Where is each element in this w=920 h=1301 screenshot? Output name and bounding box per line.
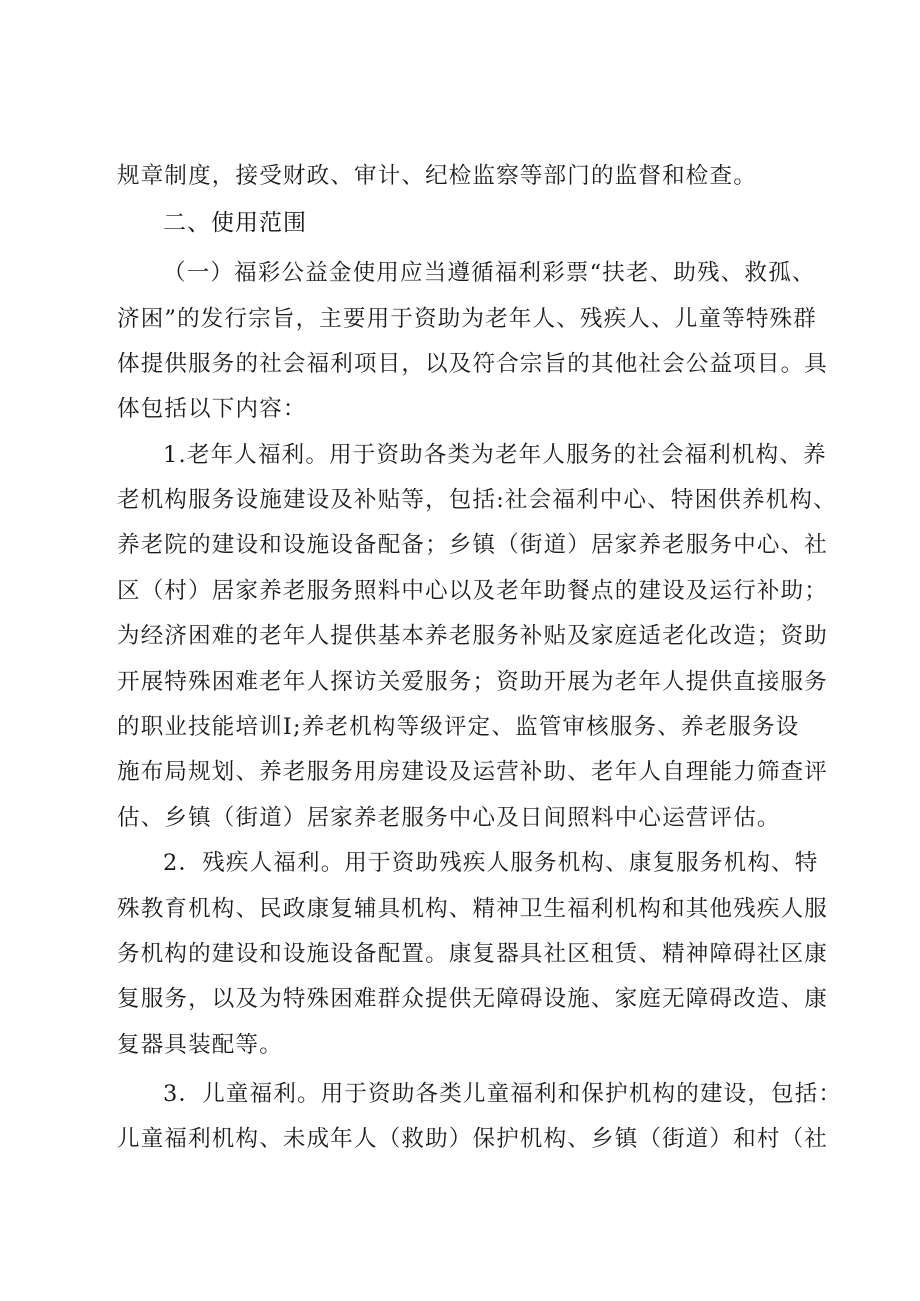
intro-line-3: 体提供服务的社会福利项目，以及符合宗旨的其他社会公益项目。具 (117, 351, 829, 377)
item1-line-2: 老机构服务设施建设及补贴等，包括:社会福利中心、特困供养机构、 (117, 487, 837, 513)
item2-line-1: 2．残疾人福利。用于资助残疾人服务机构、康复服务机构、特 (163, 850, 819, 876)
item1-line-9: 估、乡镇（街道）居家养老服务中心及日间照料中心运营评估。 (117, 805, 781, 831)
item1-line-6: 开展特殊困难老年人探访关爱服务；资助开展为老年人提供直接服务 (117, 669, 829, 695)
item3-line-1: 3．儿童福利。用于资助各类儿童福利和保护机构的建设，包括： (163, 1081, 843, 1107)
item1-line-1: 1.老年人福利。用于资助各类为老年人服务的社会福利机构、养 (163, 442, 827, 468)
item1-line-4: 区（村）居家养老服务照料中心以及老年助餐点的建设及运行补助； (117, 578, 829, 604)
intro-line-4: 体包括以下内容： (117, 396, 307, 422)
item2-line-5: 复器具装配等。 (117, 1032, 283, 1058)
intro-line-1: （一）福彩公益金使用应当遵循福利彩票“扶老、助残、救孤、 (163, 260, 816, 286)
item2-line-3: 务机构的建设和设施设备配置。康复器具社区租赁、精神障碍社区康 (117, 941, 829, 967)
item1-line-3: 养老院的建设和设施设备配备；乡镇（街道）居家养老服务中心、社 (117, 532, 829, 558)
item1-line-7: 的职业技能培训I;养老机构等级评定、监管审核服务、养老服务设 (117, 714, 800, 740)
item2-line-2: 殊教育机构、民政康复辅具机构、精神卫生福利机构和其他残疾人服 (117, 896, 829, 922)
intro-line-2: 济困”的发行宗旨，主要用于资助为老年人、残疾人、儿童等特殊群 (117, 306, 818, 332)
section-title: 二、使用范围 (163, 210, 307, 236)
item1-line-5: 为经济困难的老年人提供基本养老服务补贴及家庭适老化改造；资助 (117, 623, 829, 649)
item2-line-4: 复服务，以及为特殊困难群众提供无障碍设施、家庭无障碍改造、康 (117, 986, 829, 1012)
item3-line-2: 儿童福利机构、未成年人（救助）保护机构、乡镇（街道）和村（社 (117, 1126, 829, 1152)
paragraph-continuation-line: 规章制度，接受财政、审计、纪检监察等部门的监督和检查。 (117, 163, 757, 189)
item1-line-8: 施布局规划、养老服务用房建设及运营补助、老年人自理能力筛查评 (117, 759, 829, 785)
